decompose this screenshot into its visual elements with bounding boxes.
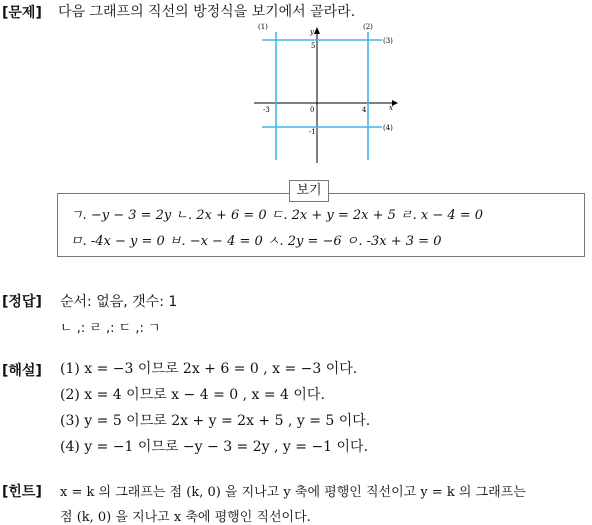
problem-label: [문제] bbox=[2, 5, 42, 21]
answer-line-1: 순서: 없음, 갯수: 1 bbox=[60, 294, 178, 310]
tick-5: 5 bbox=[311, 42, 316, 50]
y-axis-arrow bbox=[314, 27, 320, 34]
tick-neg1: -1 bbox=[309, 128, 316, 136]
bogi-row-2: ㅁ. -4x − y = 0 ㅂ. −x − 4 = 0 ㅅ. 2y = −6 ㅇ. -3x + 3 = 0 bbox=[70, 234, 442, 249]
explanation-line-4: (4) y = −1 이므로 −y − 3 = 2y , y = −1 이다. bbox=[60, 439, 369, 455]
problem-text: 다음 그래프의 직선의 방정식을 보기에서 골라라. bbox=[58, 4, 356, 20]
explanation-label: [해설] bbox=[2, 363, 42, 379]
tick-neg3: -3 bbox=[263, 106, 270, 114]
bogi-row-1: ㄱ. −y − 3 = 2y ㄴ. 2x + 6 = 0 ㄷ. 2x + y = 2x + 5 ㄹ. x − 4 = 0 bbox=[70, 208, 484, 223]
y-axis-label: y bbox=[310, 28, 314, 36]
explanation-line-3: (3) y = 5 이므로 2x + y = 2x + 5 , y = 5 이다. bbox=[60, 413, 371, 429]
answer-label: [정답] bbox=[2, 294, 42, 310]
explanation-line-2: (2) x = 4 이므로 x − 4 = 0 , x = 4 이다. bbox=[60, 387, 325, 403]
tick-4: 4 bbox=[362, 106, 367, 114]
line-label-1: (1) bbox=[258, 23, 268, 31]
origin-label: 0 bbox=[310, 106, 315, 114]
line-graph bbox=[250, 22, 400, 167]
explanation-line-1: (1) x = −3 이므로 2x + 6 = 0 , x = −3 이다. bbox=[60, 361, 358, 377]
hint-label: [힌트] bbox=[2, 484, 42, 500]
line-label-4: (4) bbox=[383, 124, 393, 132]
hint-line-2: 점 (k, 0) 을 지나고 x 축에 평행인 직선이다. bbox=[60, 510, 311, 525]
x-axis-label: x bbox=[389, 104, 393, 112]
bogi-title: 보기 bbox=[289, 180, 329, 202]
line-label-2: (2) bbox=[363, 23, 373, 31]
answer-line-2: ㄴ ,: ㄹ ,: ㄷ ,: ㄱ bbox=[60, 321, 161, 336]
hint-line-1: x = k 의 그래프는 점 (k, 0) 을 지나고 y 축에 평행인 직선이고 y = k 의 그래프는 bbox=[60, 485, 526, 500]
line-label-3: (3) bbox=[383, 37, 393, 45]
